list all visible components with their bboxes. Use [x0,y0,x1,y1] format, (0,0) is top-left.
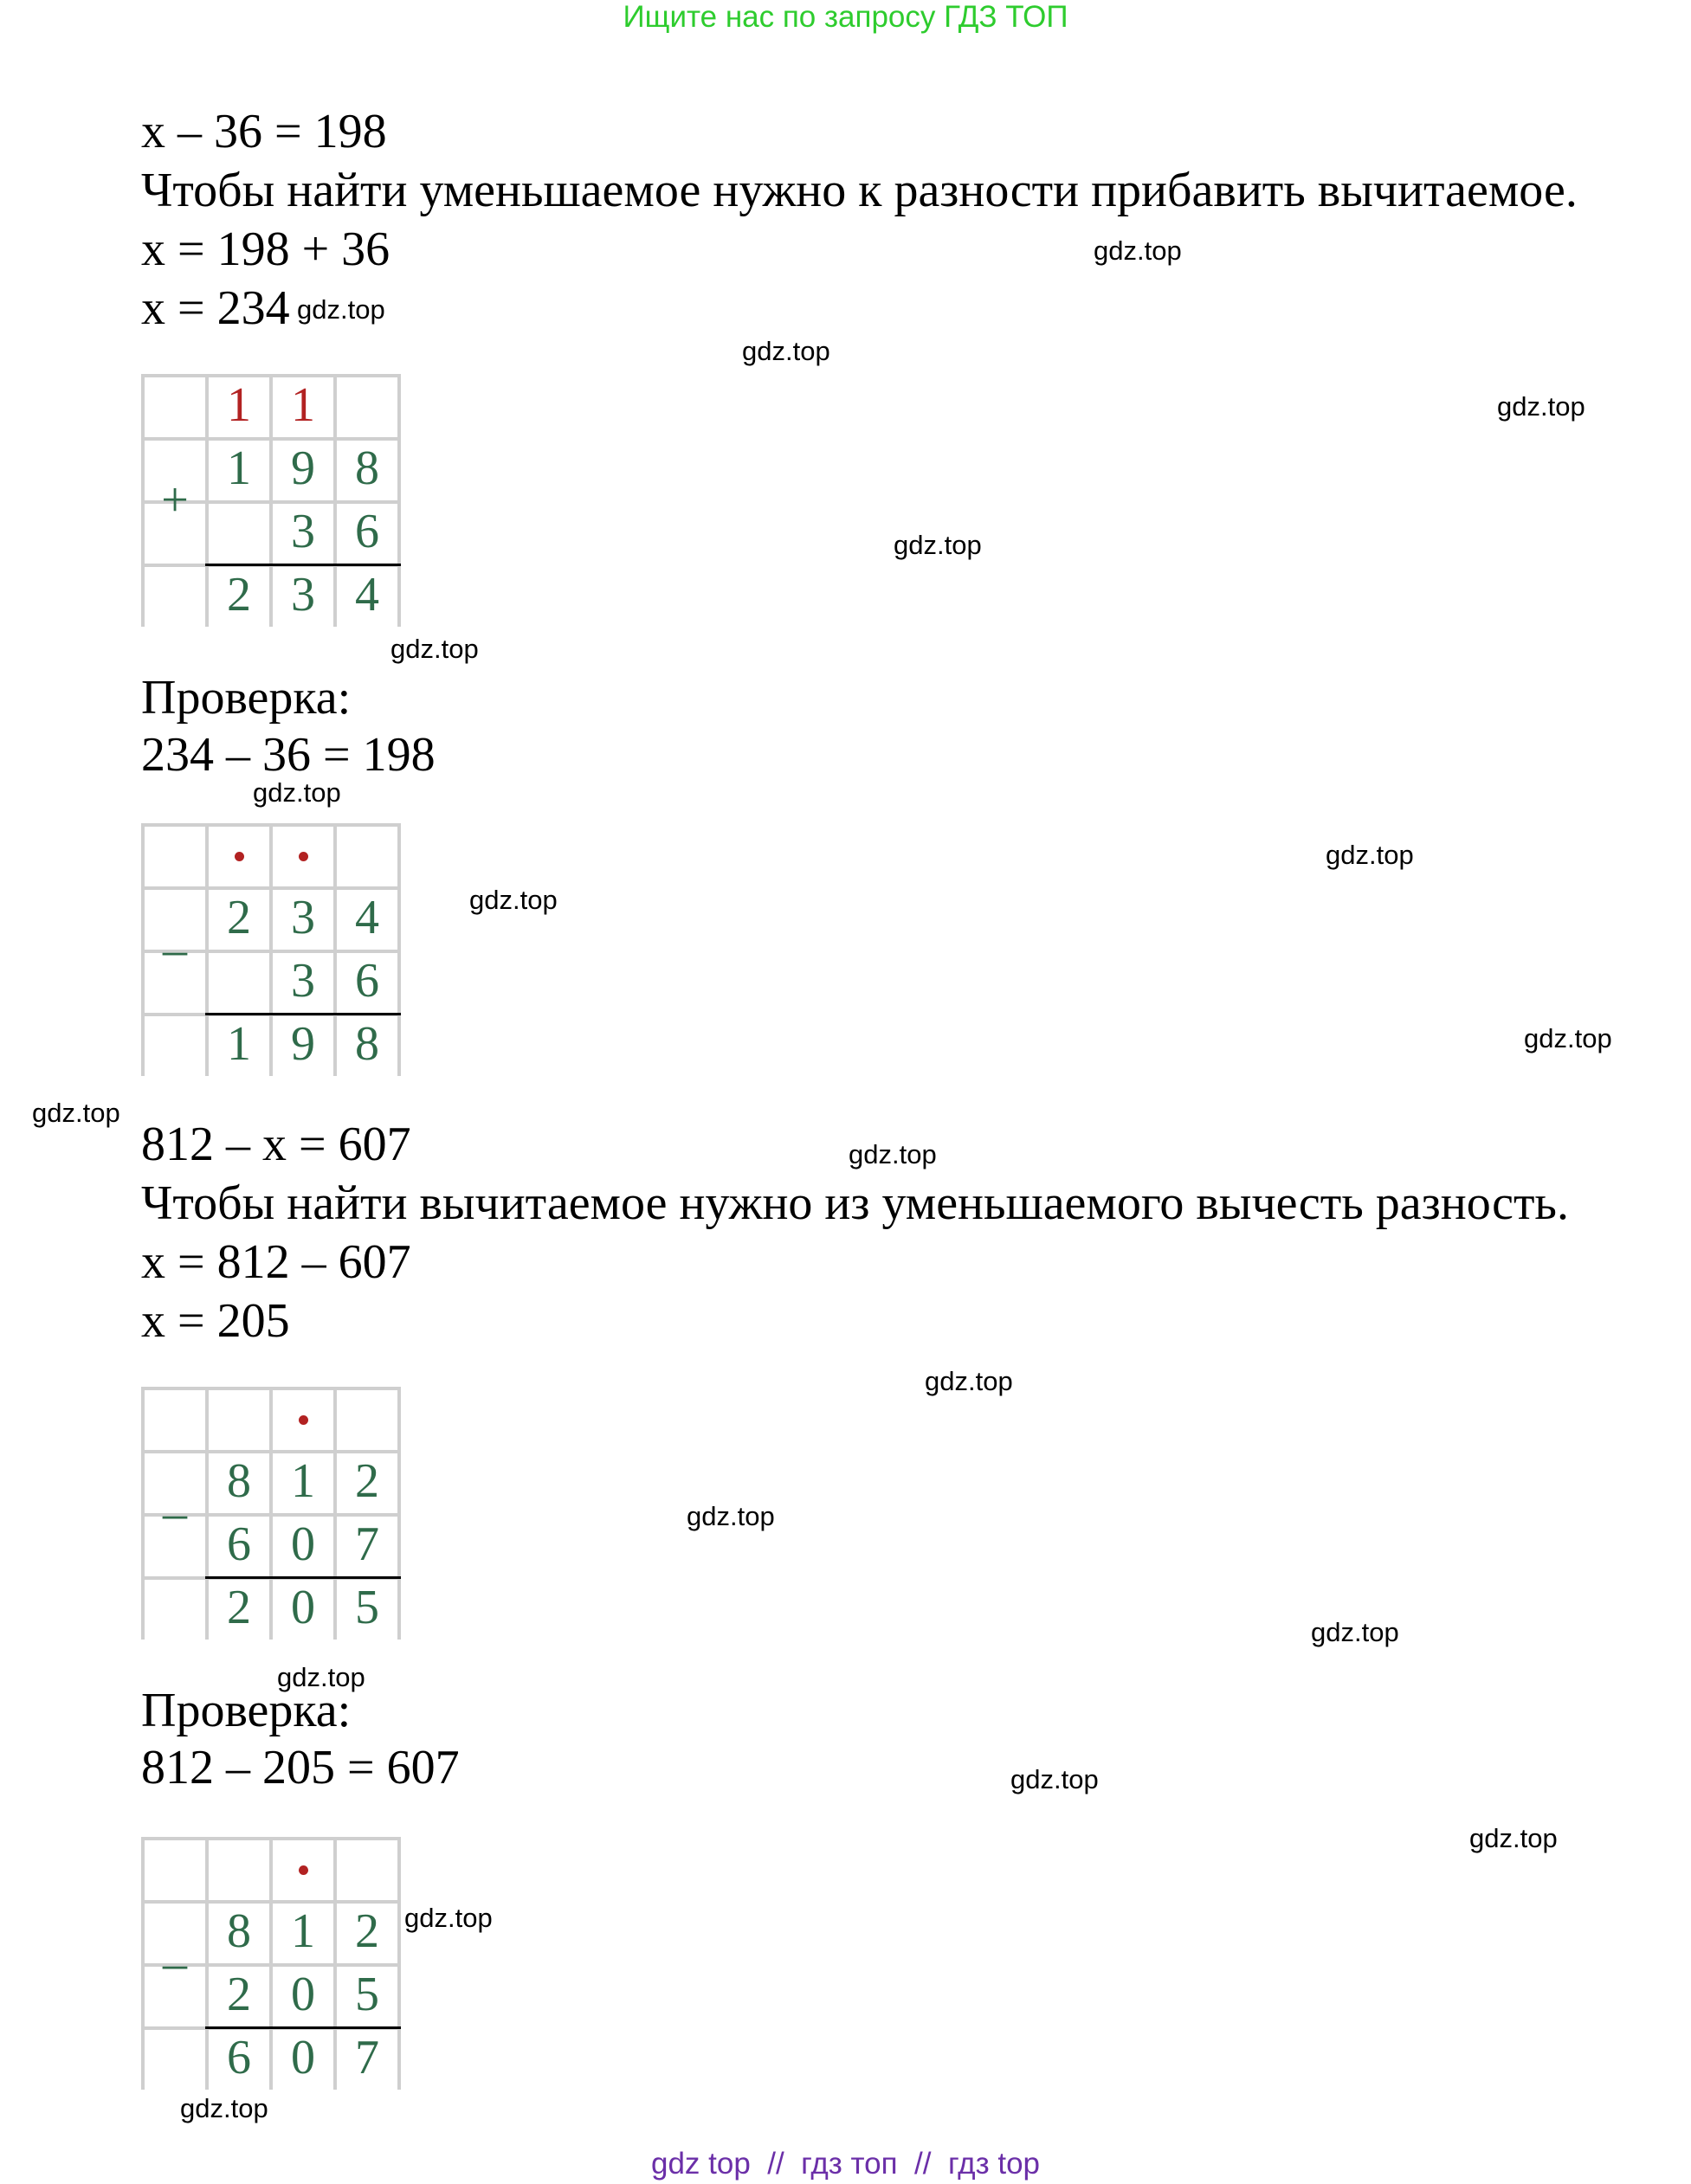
operand-digit: 3 [291,505,315,558]
check-label-1: Проверка: [141,671,352,725]
watermark: gdz.top [687,1501,775,1531]
watermark: gdz.top [849,1139,937,1169]
result-digit: 0 [291,2031,315,2084]
watermark: gdz.top [404,1903,493,1933]
operand-digit: 2 [227,891,251,944]
borrow-dot [235,852,244,861]
borrow-dot [299,1865,308,1875]
rule-2: Чтобы найти вычитаемое нужно из уменьшаемого вычесть разность. [141,1176,1569,1230]
operand-digit: 6 [355,954,379,1008]
operand-digit: 8 [355,441,379,495]
footer-separator: // [897,2147,948,2181]
operand-digit: 3 [291,954,315,1008]
operand-digit: 3 [291,891,315,944]
operation-sign: – [163,1936,187,1990]
check-label-2: Проверка: [141,1684,352,1737]
column-subtraction-2 [141,1387,402,1641]
equation-1: x – 36 = 198 [141,105,387,158]
carry-digit: 1 [291,378,315,432]
result-digit: 2 [227,568,251,622]
watermark: gdz.top [894,530,982,560]
operand-digit: 0 [291,1517,315,1571]
result-digit: 9 [291,1017,315,1071]
footer-link-gdz-top-ru[interactable]: гдз топ [801,2147,898,2181]
footer-links [0,2147,1691,2181]
watermark: gdz.top [253,777,341,808]
watermark: gdz.top [1524,1023,1612,1053]
operation-sign: – [163,1486,187,1540]
operand-digit: 8 [227,1454,251,1508]
equation-2: 812 – x = 607 [141,1118,411,1171]
operand-digit: 4 [355,891,379,944]
result-digit [143,2026,207,2090]
column-addition-1 [141,374,402,628]
operand-digit: 1 [291,1454,315,1508]
watermark: gdz.top [742,336,830,366]
watermark: gdz.top [469,885,558,915]
footer-link-gdz-top-mixed[interactable]: гдз top [947,2147,1041,2181]
watermark: gdz.top [32,1098,120,1128]
result-digit: 3 [291,568,315,622]
operand-digit: 2 [355,1454,379,1508]
result-digit: 8 [355,1017,379,1071]
watermark: gdz.top [1094,235,1182,266]
solution-step-1b: x = 234 [141,281,290,335]
operand-digit: 2 [355,1904,379,1958]
operand-digit: 5 [355,1968,379,2021]
grid-line-horizontal [141,1387,401,1390]
rule-1: Чтобы найти уменьшаемое нужно к разности прибавить вычитаемое. [141,164,1578,217]
watermark: gdz.top [1326,840,1414,870]
result-digit: 6 [227,2031,251,2084]
operand-digit: 9 [291,441,315,495]
operand-digit [207,500,271,564]
column-subtraction-check-1 [141,823,402,1078]
check-equation-1: 234 – 36 = 198 [141,728,436,782]
result-digit: 4 [355,568,379,622]
result-digit [143,1576,207,1640]
carry-digit [335,374,399,437]
solution-step-2b: x = 205 [141,1294,290,1348]
operand-digit: 7 [355,1517,379,1571]
operation-sign: + [161,474,189,527]
result-digit: 0 [291,1581,315,1634]
result-digit: 2 [227,1581,251,1634]
footer-separator: // [750,2147,802,2181]
grid-line-horizontal [141,823,401,827]
watermark: gdz.top [1497,391,1585,422]
grid-line-horizontal [141,1837,401,1840]
operation-sign: – [163,923,187,976]
solution-step-1a: x = 198 + 36 [141,222,390,276]
result-digit: 5 [355,1581,379,1634]
watermark: gdz.top [925,1366,1013,1396]
result-digit: 7 [355,2031,379,2084]
result-digit [143,564,207,627]
operand-digit: 1 [291,1904,315,1958]
header-note: Ищите нас по запросу ГДЗ ТОП [623,0,1068,34]
watermark: gdz.top [297,294,385,325]
carry-digit [143,374,207,437]
column-subtraction-check-2 [141,1837,402,2091]
watermark: gdz.top [390,634,479,664]
borrow-dot [299,852,308,861]
watermark: gdz.top [1010,1764,1099,1794]
watermark: gdz.top [180,2093,268,2123]
operand-digit: 8 [227,1904,251,1958]
watermark: gdz.top [277,1662,365,1692]
operand-digit: 2 [227,1968,251,2021]
operand-digit: 6 [355,505,379,558]
operand-digit [207,950,271,1013]
borrow-dot [299,1415,308,1425]
operand-digit: 0 [291,1968,315,2021]
watermark: gdz.top [1469,1823,1558,1853]
operand-digit: 6 [227,1517,251,1571]
watermark: gdz.top [1311,1617,1399,1647]
check-equation-2: 812 – 205 = 607 [141,1741,460,1794]
operand-digit: 1 [227,441,251,495]
solution-step-2a: x = 812 – 607 [141,1235,411,1289]
result-digit: 1 [227,1017,251,1071]
result-digit [143,1013,207,1076]
carry-digit: 1 [227,378,251,432]
footer-link-gdz-top[interactable]: gdz top [650,2147,751,2181]
